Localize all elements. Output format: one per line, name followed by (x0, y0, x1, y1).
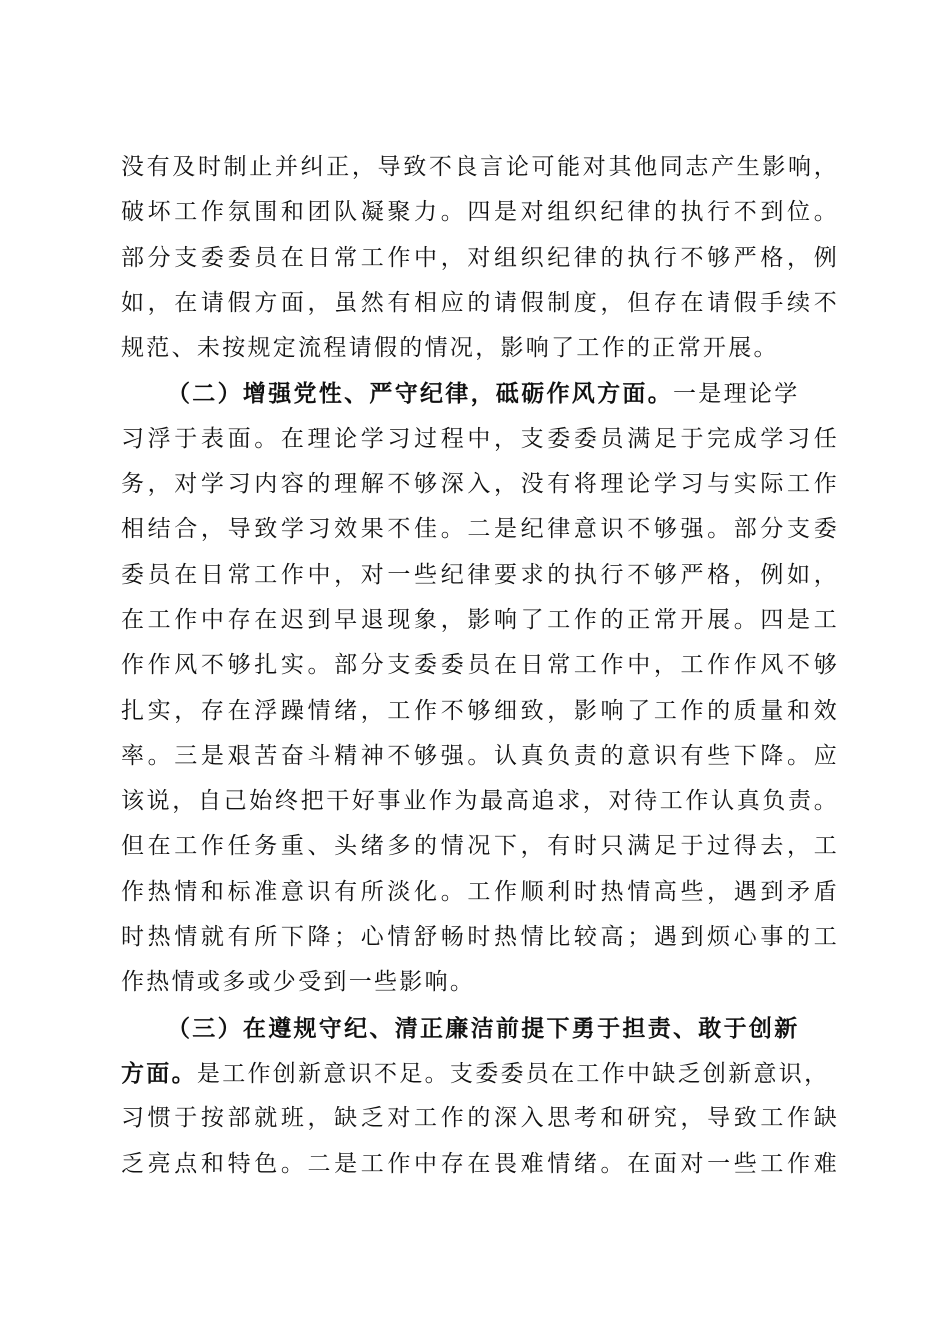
paragraph-line: 但在工作任务重、头绪多的情况下，有时只满足于过得去，工 (121, 833, 839, 860)
paragraph-line: 部分支委委员在日常工作中，对组织纪律的执行不够严格，例 (121, 244, 839, 271)
paragraph-line: 作热情和标准意识有所淡化。工作顺利时热情高些，遇到矛盾 (121, 878, 839, 905)
document-body (121, 145, 839, 1187)
section-heading-two: （二）增强党性、严守纪律，砥砺作风方面。 (167, 380, 673, 408)
paragraph-line: 如，在请假方面，虽然有相应的请假制度，但存在请假手续不 (121, 289, 839, 316)
paragraph-line: 率。三是艰苦奋斗精神不够强。认真负责的意识有些下降。应 (121, 742, 839, 769)
paragraph-line: 作作风不够扎实。部分支委委员在日常工作中，工作作风不够 (121, 652, 839, 679)
paragraph-line: 习惯于按部就班，缺乏对工作的深入思考和研究，导致工作缺 (121, 1105, 839, 1132)
paragraph-text: 是工作创新意识不足。支委委员在工作中缺乏创新意识， (196, 1060, 830, 1087)
paragraph-text: 一是理论学 (673, 381, 800, 408)
section-heading-three: （三）在遵规守纪、清正廉洁前提下勇于担责、敢于创新 (167, 1014, 800, 1042)
paragraph-line: 规范、未按规定流程请假的情况，影响了工作的正常开展。 (121, 335, 779, 362)
paragraph-line: 乏亮点和特色。二是工作中存在畏难情绪。在面对一些工作难 (121, 1150, 839, 1177)
paragraph-line: 相结合，导致学习效果不佳。二是纪律意识不够强。部分支委 (121, 516, 839, 543)
paragraph-line: 委员在日常工作中，对一些纪律要求的执行不够严格，例如， (121, 561, 839, 588)
section-heading-three-end: 方面。 (121, 1059, 197, 1087)
paragraph-line: 作热情或多或少受到一些影响。 (121, 969, 476, 996)
paragraph-line: 扎实，存在浮躁情绪，工作不够细致，影响了工作的质量和效 (121, 697, 839, 724)
section-heading-line (121, 1051, 839, 1096)
paragraph-line: 习浮于表面。在理论学习过程中，支委委员满足于完成学习任 (121, 425, 839, 452)
paragraph-line: 破坏工作氛围和团队凝聚力。四是对组织纪律的执行不到位。 (121, 199, 839, 226)
paragraph-line: 务，对学习内容的理解不够深入，没有将理论学习与实际工作 (121, 471, 839, 498)
paragraph-line: 没有及时制止并纠正，导致不良言论可能对其他同志产生影响， (121, 154, 839, 180)
paragraph-line: 在工作中存在迟到早退现象，影响了工作的正常开展。四是工 (121, 606, 839, 633)
paragraph-line: 该说，自己始终把干好事业作为最高追求，对待工作认真负责。 (121, 788, 839, 815)
paragraph-line: 时热情就有所下降；心情舒畅时热情比较高；遇到烦心事的工 (121, 924, 839, 951)
section-heading-line (121, 371, 839, 416)
